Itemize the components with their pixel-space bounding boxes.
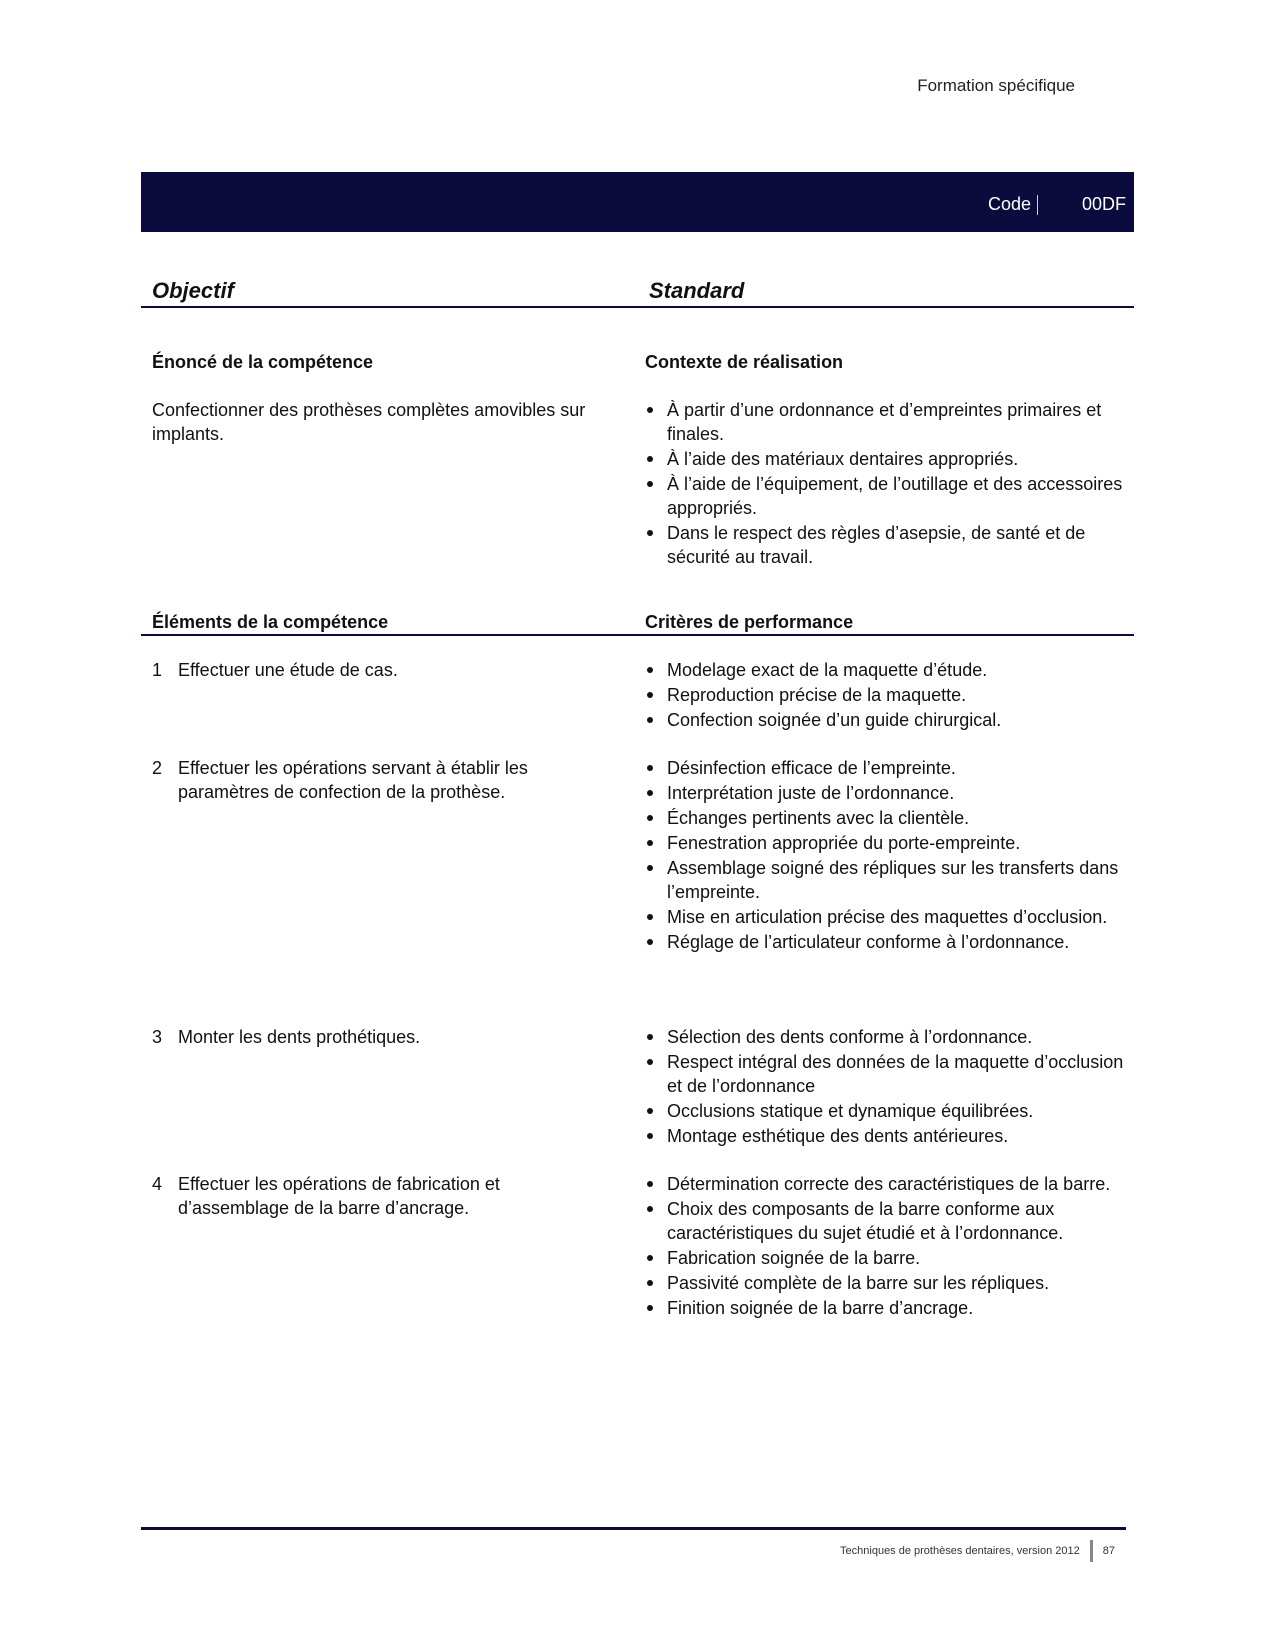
elements-heading: Éléments de la compétence bbox=[152, 612, 389, 632]
footer-rule bbox=[141, 1527, 1126, 1530]
criteria-list-1 bbox=[645, 658, 1125, 732]
elements-rule bbox=[141, 634, 1134, 636]
criterion-item: Fabrication soignée de la barre. bbox=[645, 1246, 1125, 1270]
criteria-list-4 bbox=[645, 1172, 1125, 1320]
element-number: 3 bbox=[152, 1027, 163, 1047]
element-number: 2 bbox=[152, 758, 163, 778]
criteria-list-2 bbox=[645, 756, 1125, 954]
code-bar bbox=[141, 172, 1134, 232]
criterion-item: Échanges pertinents avec la clientèle. bbox=[645, 806, 1125, 830]
element-text: Effectuer une étude de cas. bbox=[178, 660, 398, 680]
contexte-list bbox=[645, 398, 1125, 569]
element-number: 4 bbox=[152, 1174, 163, 1194]
criterion-item: Montage esthétique des dents antérieures. bbox=[645, 1124, 1125, 1148]
criterion-item: Assemblage soigné des répliques sur les transferts dans l’empreinte. bbox=[645, 856, 1125, 904]
criterion-item: Passivité complète de la barre sur les répliques. bbox=[645, 1271, 1125, 1295]
criterion-item: Confection soignée d’un guide chirurgical. bbox=[645, 708, 1125, 732]
code-separator bbox=[1037, 195, 1038, 215]
criterion-item: Respect intégral des données de la maquette d’occlusion et de l’ordonnance bbox=[645, 1050, 1125, 1098]
page-footer bbox=[840, 1540, 1115, 1562]
criterion-item: Reproduction précise de la maquette. bbox=[645, 683, 1125, 707]
criterion-item: Fenestration appropriée du porte-empreinte. bbox=[645, 831, 1125, 855]
criteria-list-3 bbox=[645, 1025, 1125, 1148]
criterion-item: Mise en articulation précise des maquettes d’occlusion. bbox=[645, 905, 1125, 929]
criteres-heading: Critères de performance bbox=[645, 612, 854, 632]
standard-heading: Standard bbox=[649, 278, 745, 303]
contexte-heading: Contexte de réalisation bbox=[645, 352, 844, 372]
element-2 bbox=[152, 756, 592, 804]
criterion-item: Réglage de l’articulateur conforme à l’ordonnance. bbox=[645, 930, 1125, 954]
footer-separator bbox=[1090, 1540, 1093, 1562]
criterion-item: Finition soignée de la barre d’ancrage. bbox=[645, 1296, 1125, 1320]
element-1 bbox=[152, 658, 592, 682]
enonce-text: Confectionner des prothèses complètes amovibles sur implants. bbox=[152, 400, 586, 444]
contexte-item: À l’aide de l’équipement, de l’outillage et des accessoires appropriés. bbox=[645, 472, 1125, 520]
criterion-item: Désinfection efficace de l’empreinte. bbox=[645, 756, 1125, 780]
code-value: 00DF bbox=[1081, 194, 1126, 214]
element-3 bbox=[152, 1025, 592, 1049]
element-text: Effectuer les opérations servant à établir les paramètres de confection de la prothèse. bbox=[178, 758, 528, 802]
criterion-item: Choix des composants de la barre conforme aux caractéristiques du sujet étudié et à l’ordonnance. bbox=[645, 1197, 1125, 1245]
footer-text: Techniques de prothèses dentaires, version 2012 bbox=[840, 1545, 1080, 1557]
contexte-item: À partir d’une ordonnance et d’empreintes primaires et finales. bbox=[645, 398, 1125, 446]
running-head: Formation spécifique bbox=[917, 76, 1075, 95]
criterion-item: Détermination correcte des caractéristiques de la barre. bbox=[645, 1172, 1125, 1196]
element-4 bbox=[152, 1172, 592, 1220]
element-number: 1 bbox=[152, 660, 163, 680]
criterion-item: Sélection des dents conforme à l’ordonnance. bbox=[645, 1025, 1125, 1049]
code-box bbox=[988, 194, 1126, 215]
section-rule bbox=[141, 306, 1134, 308]
enonce-heading: Énoncé de la compétence bbox=[152, 352, 374, 372]
criterion-item: Modelage exact de la maquette d’étude. bbox=[645, 658, 1125, 682]
contexte-item: À l’aide des matériaux dentaires appropriés. bbox=[645, 447, 1125, 471]
criterion-item: Occlusions statique et dynamique équilibrées. bbox=[645, 1099, 1125, 1123]
objectif-heading: Objectif bbox=[152, 278, 234, 303]
element-text: Effectuer les opérations de fabrication et d’assemblage de la barre d’ancrage. bbox=[178, 1174, 500, 1218]
contexte-item: Dans le respect des règles d’asepsie, de santé et de sécurité au travail. bbox=[645, 521, 1125, 569]
element-text: Monter les dents prothétiques. bbox=[178, 1027, 421, 1047]
criterion-item: Interprétation juste de l’ordonnance. bbox=[645, 781, 1125, 805]
code-label: Code bbox=[987, 194, 1031, 214]
page-number: 87 bbox=[1102, 1545, 1115, 1557]
section-heading bbox=[152, 278, 1128, 304]
